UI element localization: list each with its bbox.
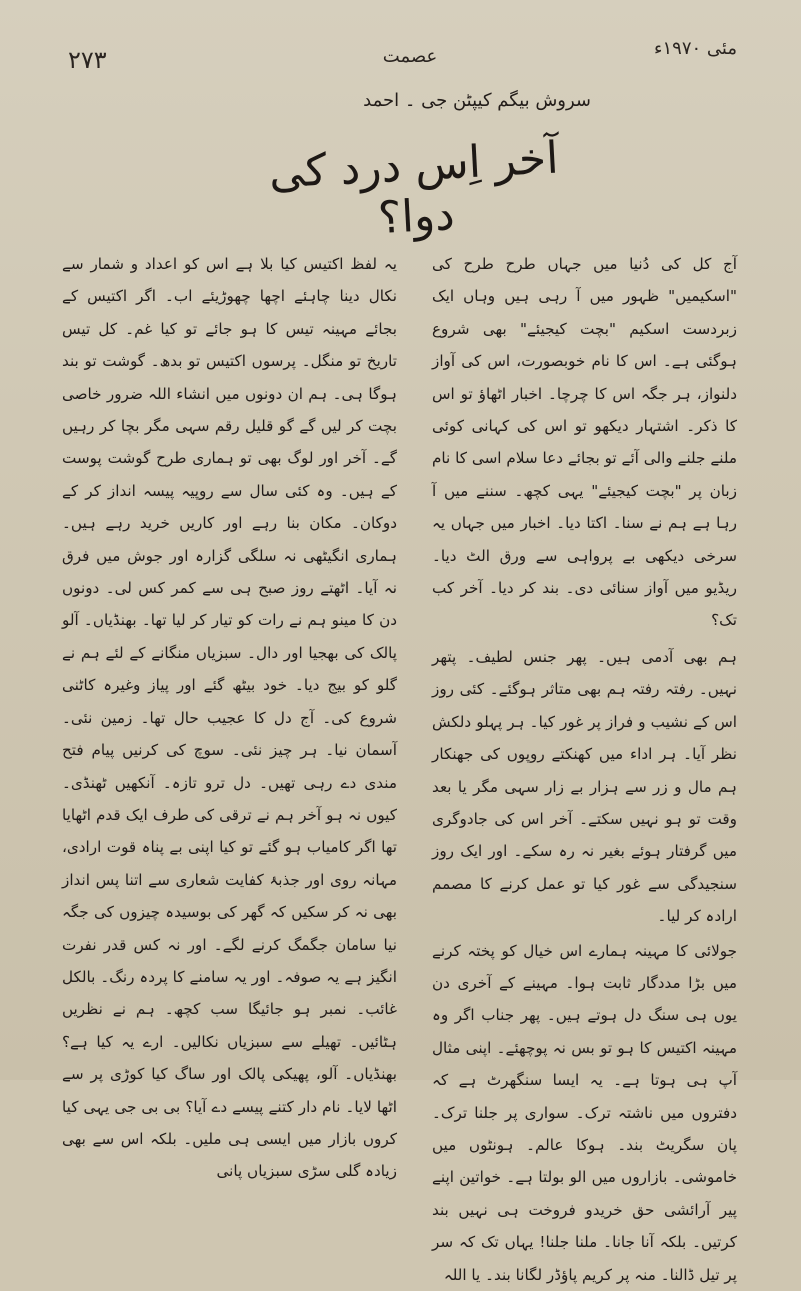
paragraph: یہ لفظ اکتیس کیا بلا ہے اس کو اعداد و شمار سے نکال دینا چاہئے اچھا چھوڑیئے اب۔ اگر اکتیس کے بجائے مہینہ تیس کا ہو جائے تو کیا غم۔ کل تیس تاریخ تو منگل۔ پرسوں اکتیس تو بدھ۔ گوشت تو بند ہوگا ہی۔ ہم ان دونوں میں انشاء اللہ ضرور خاصی بچت کر لیں گے گو قلیل رقم سہی مگر بچا کر رہیں گے۔ آخر اور لوگ بھی تو ہماری طرح گوشت پوست کے ہیں۔ وہ کئی سال سے روپیہ پیسہ انداز کر کے دوکان۔ مکان بنا رہے اور کاریں خرید رہے ہیں۔ ہماری انگیٹھی نہ سلگی گزارہ اور جوش میں فرق نہ آیا۔ اٹھتے روز صبح ہی سے کمر کس لی۔ دونوں دن کا مینو ہم نے رات کو تیار کر لیا تھا۔ بھنڈیاں۔ آلو پالک کی بھجیا اور دال۔ سبزیاں منگانے کے لئے ہم نے گلو کو بیج دیا۔ خود بیٹھ گئے اور پیاز وغیرہ کاٹنی شروع کی۔ آج دل کا عجیب حال تھا۔ زمین نئی۔ آسمان نیا۔ ہر چیز نئی۔ سوچ کی کرنیں پیام فتح مندی دے رہی تھیں۔ دل ترو تازہ۔ آنکھیں ٹھنڈی۔ کیوں نہ ہو آخر ہم نے ترقی کی طرف ایک قدم اٹھایا تھا اگر کامیاب ہو گئے تو کیا اپنی بے پناہ قوت ارادی، مہانہ روی اور جذبۂ کفایت شعاری سے اتنا پس انداز بھی نہ کر سکیں کہ گھر کی بوسیدہ چیزوں کی جگہ نیا سامان جگمگ کرنے لگے۔ اور نہ کس قدر نفرت انگیز ہے یہ صوفہ۔ اور یہ سامنے کا پردہ رنگ۔ بالکل غائب۔ نمبر ہو جائیگا سب کچھ۔ ہم نے نظریں ہٹائیں۔ تھیلے سے سبزیاں نکالیں۔ ارے یہ کیا ہے؟ بھنڈیاں۔ آلو، پھیکی پالک اور ساگ کیا کوڑی پر سے اٹھا لایا۔ نام دار کتنے پیسے دے آیا؟ بی بی جی یہی کیا کروں بازار میں ایسی ہی ملیں۔ بلکہ اس سے بھی زیادہ گلی سڑی سبزیاں پانی [62,255,397,1181]
paragraph: جولائی کا مہینہ ہمارے اس خیال کو پختہ کرنے میں بڑا مددگار ثابت ہوا۔ مہینے کے آخری دن یوں ہی سنگ دل ہوتے ہیں۔ پھر جناب اگر وہ مہینہ اکتیس کا ہو تو بس نہ پوچھئے۔ اپنی مثال آپ ہی ہوتا ہے۔ یہ ایسا سنگھرٹ ہے کہ دفتروں میں ناشتہ ترک۔ سواری پر جلنا ترک۔ پان سگریٹ بند۔ ہوکا عالم۔ ہونٹوں میں خاموشی۔ بازاروں میں الو بولتا ہے۔ خواتین اپنے پیر آرائشی حق خریدو فروخت ہی نہیں بند کرتیں۔ بلکہ آنا جانا۔ ملنا جلنا! یہاں تک کہ سر پر تیل ڈالنا۔ منہ پر کریم پاؤڈر لگانا بند۔ یا اللہ [432,941,737,1284]
page-number: ۲۷۳ [68,46,107,74]
article-column-left [62,248,397,1188]
paragraph: ہم بھی آدمی ہیں۔ پھر جنس لطیف۔ پتھر نہیں۔ رفتہ رفتہ ہم بھی متاثر ہوگئے۔ کئی روز اس کے نشیب و فراز پر غور کیا۔ ہر پہلو دلکش نظر آیا۔ ہر اداء میں کھنکتے روپوں کی جھنکار ہم مال و زر سے ہزار بے زار سہی مگر یا بعد وقت تو ہو نہیں سکتے۔ آخر اس کی جادوگری میں گرفتار ہوئے بغیر نہ رہ سکے۔ اور ایک روز سنجیدگی سے غور کیا تو عمل کرنے کا مصمم ارادہ کر لیا۔ [432,647,737,926]
author-byline: سروش بیگم کیپٹن جی ۔ احمد [363,90,591,111]
magazine-title: عصمت [382,46,438,67]
paragraph: آج کل کی دُنیا میں جہاں طرح طرح کی "اسکیمیں" ظہور میں آ رہی ہیں وہاں ایک زبردست اسکیم "بچت کیجیئے" بھی شروع ہوگئی ہے۔ اس کا نام خوبصورت، اس کی آواز دلنواز، ہر جگہ اس کا چرچا۔ اخبار اٹھاؤ تو اس کا ذکر۔ اشتہار دیکھو تو اس کی کہانی کوئی ملنے جلنے والی آئے تو بجائے دعا سلام اسی کا نام زبان پر "بچت کیجیئے" یہی کچھ۔ سننے میں آ رہا ہے ہم نے سنا۔ اکتا دیا۔ اخبار میں جہاں یہ سرخی دیکھی بے پرواہی سے ورق الٹ دیا۔ ریڈیو میں آواز سنائی دی۔ بند کر دیا۔ آخر کب تک؟ [432,255,737,630]
article-column-right [432,248,737,1291]
issue-date: مئی ۱۹۷۰ء [654,38,737,59]
article-headline: آخر اِس درد کی دوا؟ [267,132,560,244]
